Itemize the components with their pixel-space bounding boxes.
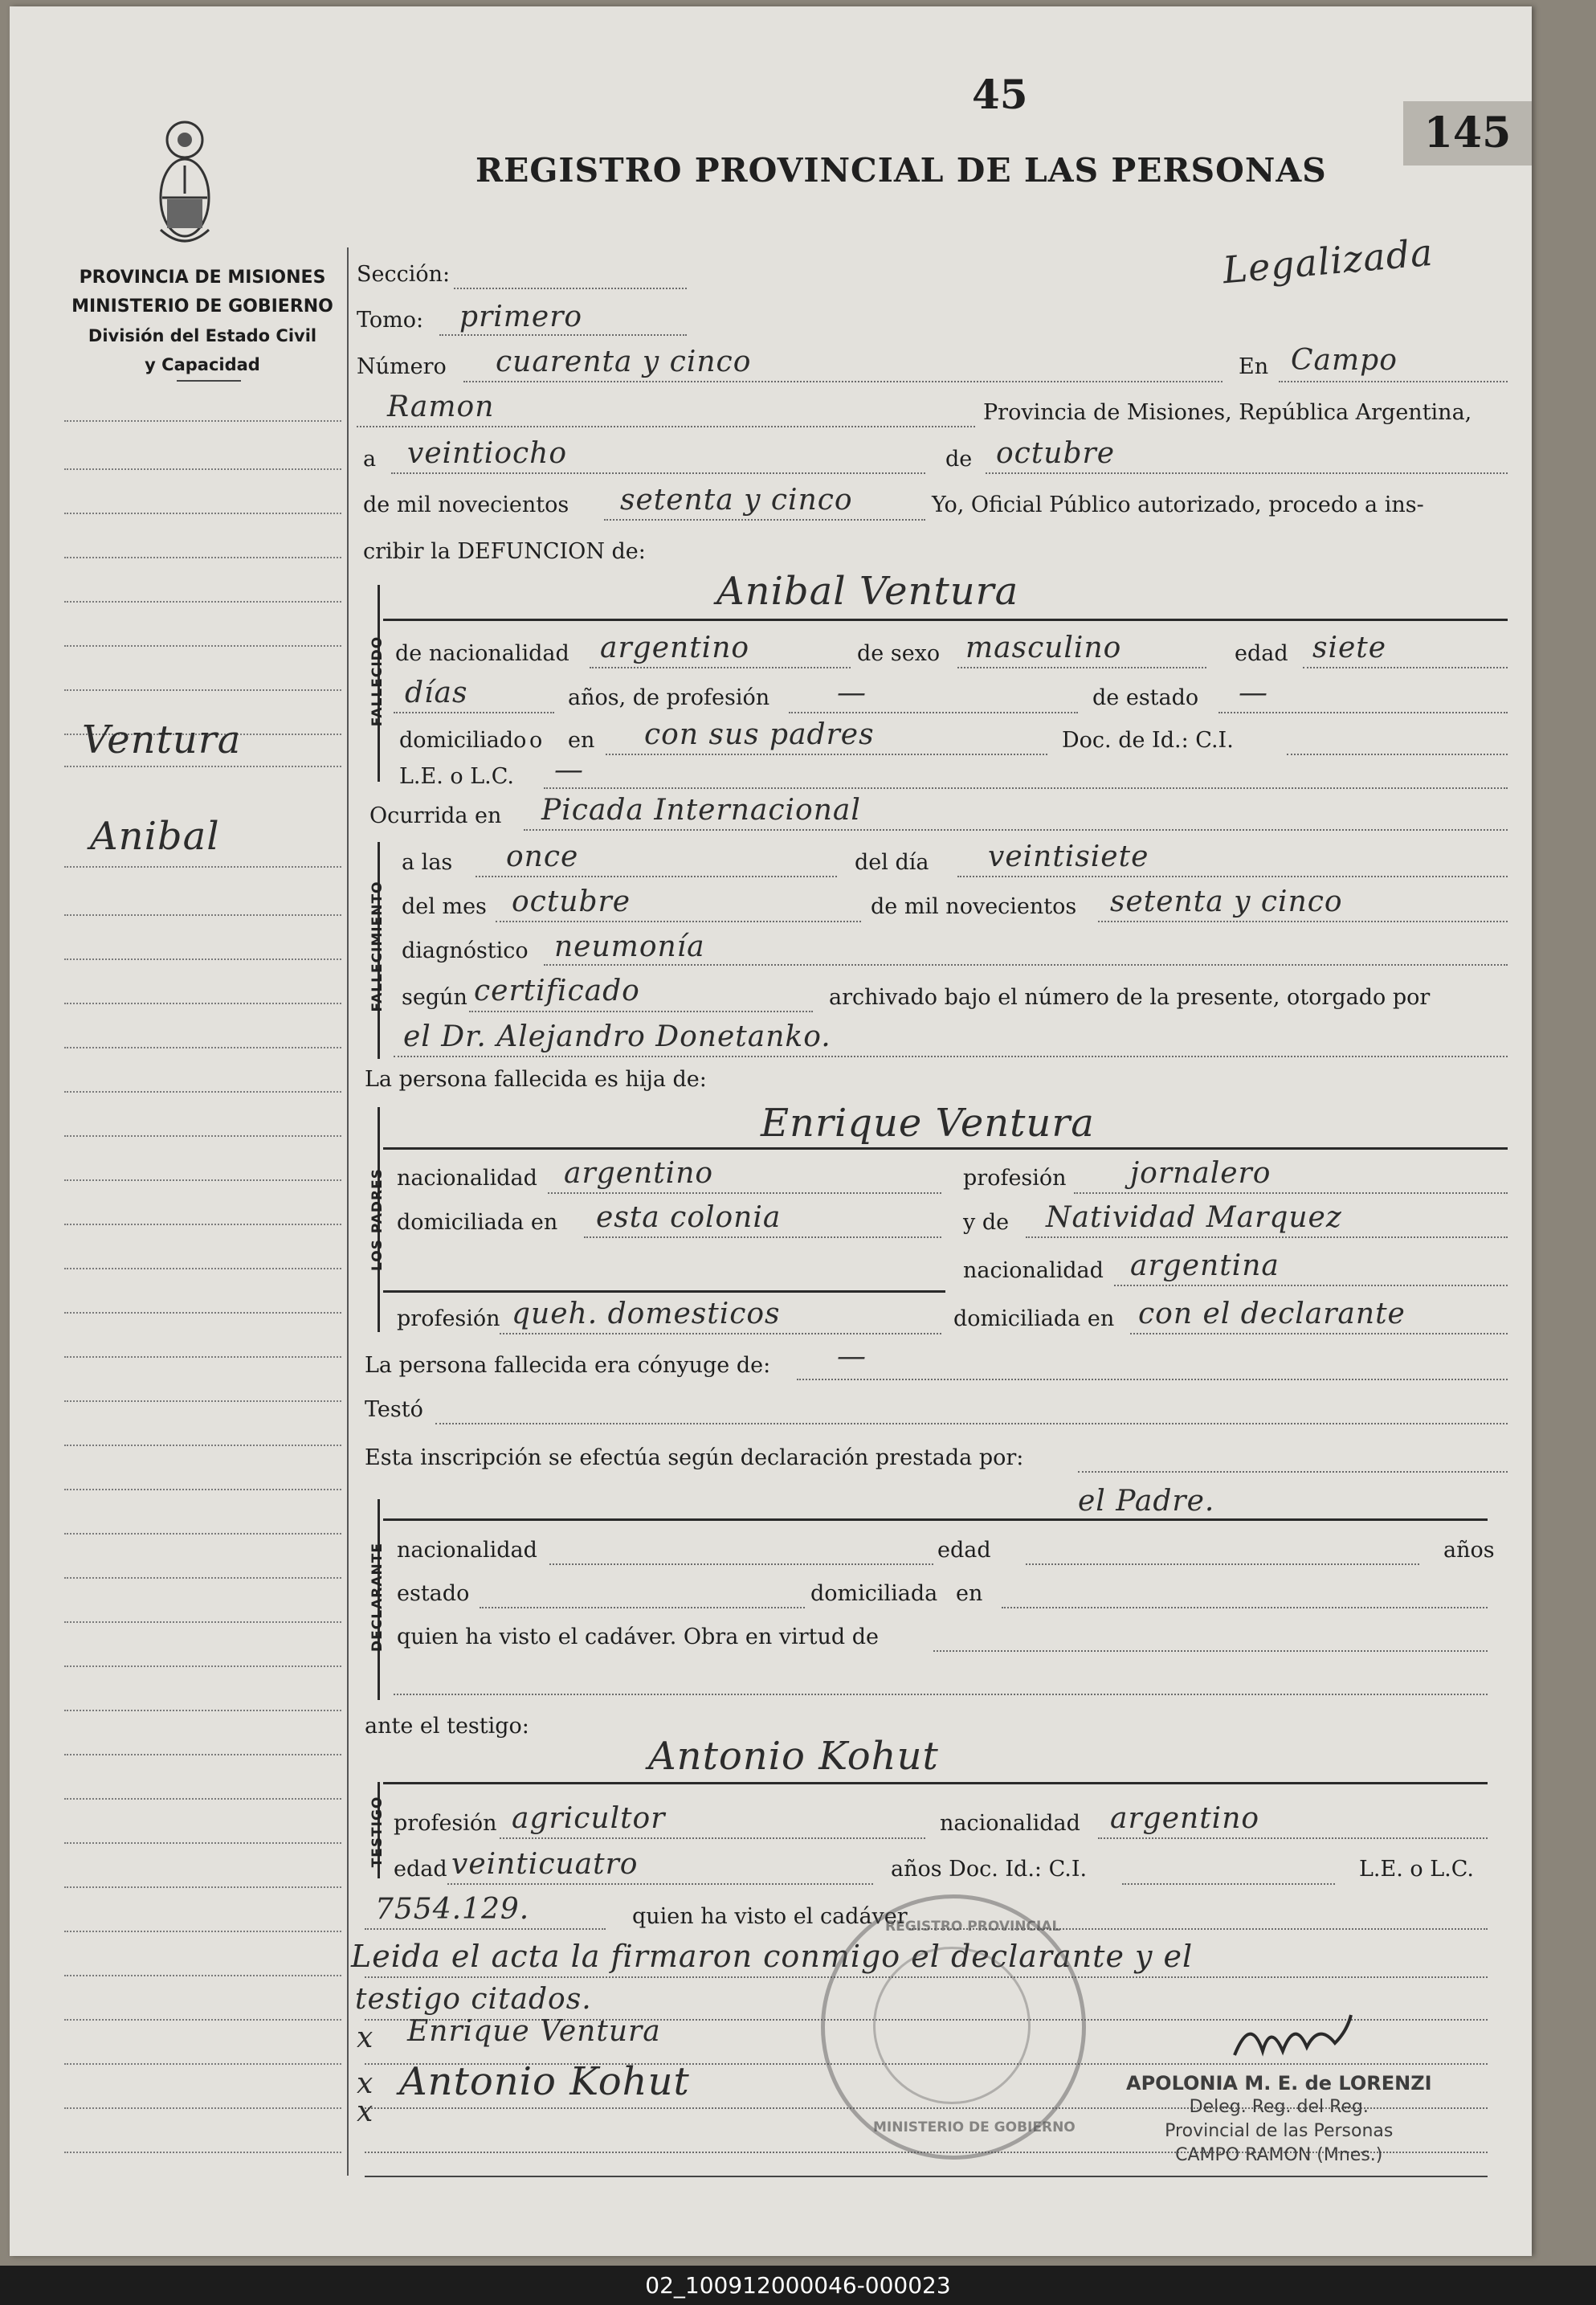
madre-domiciliada-label: domiciliada en — [953, 1306, 1115, 1331]
estado-field — [1218, 712, 1508, 713]
sidebar-line — [64, 1047, 341, 1048]
sidebar-line — [64, 1356, 341, 1358]
sexo-label: de sexo — [857, 641, 941, 666]
signature-testigo: Antonio Kohut — [399, 2059, 690, 2104]
nacionalidad-label: de nacionalidad — [395, 641, 569, 666]
anio-prefix: de mil novecientos — [363, 492, 569, 517]
fallecido-name: Anibal Ventura — [716, 569, 1019, 614]
padre-extra-line — [383, 1290, 945, 1293]
segun-value: certificado — [474, 975, 640, 1007]
declarante-edad-field — [1026, 1563, 1419, 1565]
office-underline — [177, 380, 241, 382]
coat-of-arms-icon — [153, 117, 217, 254]
oficial-text-1: Yo, Oficial Público autorizado, procedo a ins- — [932, 492, 1424, 517]
sidebar-line — [64, 1445, 341, 1446]
testigo-le-lc-label: L.E. o L.C. — [1359, 1857, 1475, 1882]
declarante-section-label: DECLARANTE — [369, 1543, 386, 1652]
sig-mark-3: x — [357, 2095, 374, 2128]
a-las-label: a las — [402, 850, 453, 875]
domicilio-en-label: en — [568, 728, 595, 753]
sidebar-line — [64, 1975, 341, 1976]
sidebar-line — [64, 2063, 341, 2065]
numero-field — [463, 381, 1223, 382]
fallecido-section-label: FALLECIDO — [369, 636, 386, 727]
document-page — [10, 6, 1532, 2256]
declarante-edad-label: edad — [937, 1538, 991, 1563]
domiciliado-label: domiciliado — [399, 728, 527, 753]
madre-nacionalidad-label: nacionalidad — [963, 1258, 1104, 1283]
dia-fallecimiento-value: veintisiete — [988, 840, 1149, 873]
sidebar-line — [64, 420, 341, 422]
sidebar-line — [64, 1135, 341, 1137]
madre-domicilio-value: con el declarante — [1138, 1298, 1406, 1330]
anio-fallecimiento-prefix: de mil novecientos — [871, 894, 1077, 919]
testigo-nacionalidad-value: argentino — [1110, 1802, 1260, 1835]
anio-value: setenta y cinco — [620, 484, 853, 517]
sidebar-line — [64, 468, 341, 470]
sidebar-line — [64, 1931, 341, 1932]
sidebar-line — [64, 1224, 341, 1225]
official-name: APOLONIA M. E. de LORENZI — [1126, 2072, 1432, 2095]
ocurrida-label: Ocurrida en — [369, 803, 502, 828]
dias-value: días — [405, 676, 468, 709]
testigo-doc-value-field — [365, 1928, 606, 1930]
archivado-text: archivado bajo el número de la presente, otorgado por — [829, 985, 1431, 1010]
medico-field — [394, 1056, 1508, 1057]
sidebar-line — [64, 766, 341, 767]
sidebar-line — [64, 1091, 341, 1093]
madre-nacionalidad-value: argentina — [1130, 1249, 1280, 1282]
profesion-field — [789, 712, 1078, 713]
padre-profesion-label: profesión — [963, 1166, 1067, 1191]
madre-domicilio-field — [1130, 1333, 1508, 1334]
sig-mark-1: x — [357, 2021, 374, 2054]
madre-profesion-field — [500, 1333, 941, 1334]
sidebar-line — [64, 2107, 341, 2109]
nacionalidad-value: argentino — [600, 631, 750, 664]
testigo-profesion-value: agricultor — [512, 1802, 666, 1835]
padres-section-label: LOS PADRES — [369, 1168, 386, 1271]
sidebar-line — [64, 645, 341, 647]
domicilio-value: con sus padres — [644, 718, 875, 751]
sidebar-line — [64, 1754, 341, 1755]
mes-fallecimiento-value: octubre — [512, 885, 631, 918]
domiciliado-suffix: o — [529, 728, 543, 753]
padre-name-line — [383, 1147, 1508, 1150]
hora-field — [476, 876, 837, 877]
en-field-2 — [357, 426, 975, 427]
numero-value: cuarenta y cinco — [496, 345, 752, 378]
sidebar-line — [64, 2019, 341, 2021]
signature-declarante: Enrique Ventura — [407, 2015, 661, 2048]
padre-name: Enrique Ventura — [761, 1101, 1095, 1146]
diagnostico-label: diagnóstico — [402, 938, 529, 963]
padre-nacionalidad-label: nacionalidad — [397, 1166, 537, 1191]
sidebar-given-name: Anibal — [90, 814, 220, 859]
official-stamp — [1126, 2071, 1432, 2168]
edad-field — [1303, 667, 1508, 668]
sidebar-line — [64, 1400, 341, 1402]
official-seal-inner — [873, 1947, 1031, 2104]
legalizada-annotation: Legalizada — [1221, 230, 1435, 292]
testigo-edad-field — [447, 1883, 873, 1885]
mes-field — [986, 472, 1508, 474]
testigo-edad-label: edad — [394, 1857, 447, 1882]
dia-value: veintiocho — [407, 437, 568, 470]
sidebar-line — [64, 866, 341, 868]
official-line-3: Provincial de las Personas — [1165, 2121, 1394, 2141]
declarante-visto-label: quien ha visto el cadáver. Obra en virtud de — [397, 1625, 880, 1649]
closing-line-1: Leida el acta la firmaron conmigo el declarante y el — [351, 1939, 1194, 1974]
madre-name-field — [1026, 1236, 1508, 1238]
sidebar-line — [64, 1533, 341, 1535]
madre-nacionalidad-field — [1114, 1285, 1508, 1286]
sidebar-surname: Ventura — [82, 717, 242, 762]
testigo-edad-value: veinticuatro — [451, 1848, 639, 1881]
sidebar-line — [64, 1179, 341, 1181]
segun-field — [469, 1011, 813, 1012]
sidebar-line — [64, 1003, 341, 1004]
declarante-nacionalidad-field — [549, 1563, 933, 1565]
testigo-intro: ante el testigo: — [365, 1714, 529, 1739]
estado-label: de estado — [1092, 685, 1199, 710]
provincia-text: Provincia de Misiones, República Argentina, — [983, 400, 1472, 425]
sidebar-line — [64, 958, 341, 960]
en-value-2: Ramon — [387, 390, 495, 423]
declarante-intro-field — [1078, 1471, 1508, 1473]
declarante-anios-label: años — [1443, 1538, 1495, 1563]
mes-fallecimiento-field — [496, 921, 861, 922]
anios-profesion-label: años, de profesión — [568, 685, 770, 710]
seal-text-bottom: MINISTERIO DE GOBIERNO — [873, 2119, 1076, 2135]
padres-intro: La persona fallecida es hija de: — [365, 1067, 707, 1092]
declarante-estado-label: estado — [397, 1581, 470, 1606]
sexo-field — [957, 667, 1206, 668]
sidebar-line — [64, 1842, 341, 1844]
en-label: En — [1239, 354, 1269, 379]
sidebar-line — [64, 1798, 341, 1800]
segun-label: según — [402, 985, 467, 1010]
sidebar-line — [64, 914, 341, 916]
padre-domicilio-value: esta colonia — [596, 1201, 782, 1234]
testigo-name-line — [383, 1782, 1488, 1784]
closing-line-2: testigo citados. — [355, 1983, 592, 2016]
stamp-number: 145 — [1403, 101, 1532, 166]
madre-profesion-value: queh. domesticos — [512, 1298, 781, 1330]
sidebar-line — [64, 2152, 341, 2153]
le-lc-field — [544, 787, 1508, 789]
testigo-profesion-field — [500, 1837, 925, 1839]
numero-label: Número — [357, 354, 447, 379]
sidebar-line — [64, 1489, 341, 1490]
official-line-4: CAMPO RAMON (Mnes.) — [1175, 2145, 1383, 2165]
testigo-name: Antonio Kohut — [648, 1734, 939, 1779]
seal-text-top: REGISTRO PROVINCIAL — [885, 1919, 1061, 1935]
padre-profesion-value: jornalero — [1130, 1157, 1271, 1190]
padre-nacionalidad-value: argentino — [564, 1157, 714, 1190]
conyuge-value: — — [837, 1340, 867, 1373]
issuing-office — [50, 264, 355, 379]
declarante-domicilio-field — [1002, 1607, 1488, 1608]
sexo-value: masculino — [965, 631, 1122, 664]
y-de-label: y de — [963, 1210, 1010, 1235]
del-dia-label: del día — [855, 850, 929, 875]
page-number: 45 — [972, 71, 1028, 118]
del-mes-label: del mes — [402, 894, 487, 919]
sidebar-line — [64, 1268, 341, 1269]
testigo-visto-label: quien ha visto el cadáver — [632, 1904, 908, 1929]
sidebar-line — [64, 689, 341, 691]
sidebar-divider — [347, 247, 349, 2176]
padre-nacionalidad-field — [548, 1192, 941, 1194]
hora-value: once — [506, 840, 579, 873]
declarante-estado-field — [480, 1607, 805, 1608]
anio-field — [604, 519, 925, 521]
profesion-value: — — [837, 676, 867, 709]
de-label: de — [945, 447, 973, 472]
dia-field — [391, 472, 925, 474]
en-value: Campo — [1291, 344, 1398, 377]
madre-profesion-label: profesión — [397, 1306, 500, 1331]
office-line-3: División del Estado Civil — [88, 326, 317, 345]
sidebar-line — [64, 601, 341, 603]
conyuge-label: La persona fallecida era cónyuge de: — [365, 1353, 771, 1378]
image-id-label: 02_100912000046-000023 — [645, 2272, 951, 2299]
en-field — [1279, 381, 1508, 382]
sidebar-line — [64, 1710, 341, 1711]
diagnostico-field — [544, 964, 1508, 966]
padre-profesion-field — [1074, 1192, 1508, 1194]
seccion-field — [454, 288, 687, 289]
doc-field — [1287, 754, 1508, 755]
le-lc-value: — — [554, 754, 584, 787]
sidebar-line — [64, 1577, 341, 1579]
sidebar-line — [64, 1621, 341, 1623]
tomo-value: primero — [459, 300, 583, 333]
testigo-nacionalidad-label: nacionalidad — [940, 1811, 1080, 1836]
testigo-anios-doc-label: años Doc. Id.: C.I. — [891, 1857, 1088, 1882]
testigo-doc-field — [1122, 1883, 1335, 1885]
sidebar-line — [64, 513, 341, 514]
seccion-label: Sección: — [357, 262, 451, 287]
testigo-doc-value: 7554.129. — [375, 1893, 530, 1926]
declarante-name-line — [383, 1518, 1488, 1521]
ocurrida-value: Picada Internacional — [541, 794, 861, 827]
sidebar-line — [64, 557, 341, 558]
padre-domicilio-field — [584, 1236, 941, 1238]
oficial-text-2: cribir la DEFUNCION de: — [363, 539, 646, 564]
tomo-label: Tomo: — [357, 308, 424, 333]
fallecimiento-section-label: FALLECIMIENTO — [369, 881, 386, 1012]
sidebar-line — [64, 1665, 341, 1667]
nacionalidad-field — [590, 667, 851, 668]
official-line-2: Deleg. Reg. del Reg. — [1189, 2097, 1369, 2117]
declarante-name: el Padre. — [1078, 1485, 1215, 1518]
sidebar-line — [64, 1312, 341, 1314]
tomo-field — [439, 334, 687, 336]
padre-domiciliada-label: domiciliada en — [397, 1210, 558, 1235]
page-title: REGISTRO PROVINCIAL DE LAS PERSONAS — [476, 151, 1327, 190]
declarante-visto-field — [933, 1650, 1488, 1652]
le-lc-label: L.E. o L.C. — [399, 764, 515, 789]
dias-field — [394, 712, 554, 713]
testigo-profesion-label: profesión — [394, 1811, 497, 1836]
doc-label: Doc. de Id.: C.I. — [1062, 728, 1234, 753]
diagnostico-value: neumonía — [554, 930, 705, 963]
official-signature-icon — [1227, 2007, 1355, 2071]
dia-fallecimiento-field — [957, 876, 1508, 877]
domicilio-field — [606, 754, 1047, 755]
ocurrida-field — [524, 829, 1508, 831]
a-label: a — [363, 447, 377, 472]
edad-label: edad — [1235, 641, 1288, 666]
testo-label: Testó — [365, 1397, 423, 1422]
office-line-4: y Capacidad — [145, 355, 260, 374]
medico-value: el Dr. Alejandro Donetanko. — [403, 1020, 831, 1053]
sidebar-line — [64, 1886, 341, 1888]
declarante-nacionalidad-label: nacionalidad — [397, 1538, 537, 1563]
declarante-extra-field — [394, 1694, 1488, 1695]
estado-value: — — [1239, 676, 1268, 709]
declarante-intro: Esta inscripción se efectúa según declaración prestada por: — [365, 1445, 1024, 1470]
mes-value: octubre — [996, 437, 1116, 470]
bottom-rule — [365, 2176, 1488, 2177]
anio-fallecimiento-value: setenta y cinco — [1110, 885, 1343, 918]
madre-name: Natividad Marquez — [1046, 1201, 1342, 1234]
anio-fallecimiento-field — [1098, 921, 1508, 922]
office-line-1: PROVINCIA DE MISIONES — [79, 268, 326, 288]
edad-value: siete — [1312, 631, 1387, 664]
sig-mark-2: x — [357, 2067, 374, 2100]
testigo-nacionalidad-field — [1098, 1837, 1488, 1839]
office-line-2: MINISTERIO DE GOBIERNO — [71, 296, 333, 317]
testigo-section-label: TESTIGO — [369, 1796, 386, 1868]
testo-field — [435, 1423, 1508, 1424]
conyuge-field — [797, 1379, 1508, 1380]
declarante-en-label: en — [956, 1581, 983, 1606]
declarante-domiciliada-label: domiciliada — [810, 1581, 938, 1606]
fallecido-name-line — [383, 619, 1508, 621]
